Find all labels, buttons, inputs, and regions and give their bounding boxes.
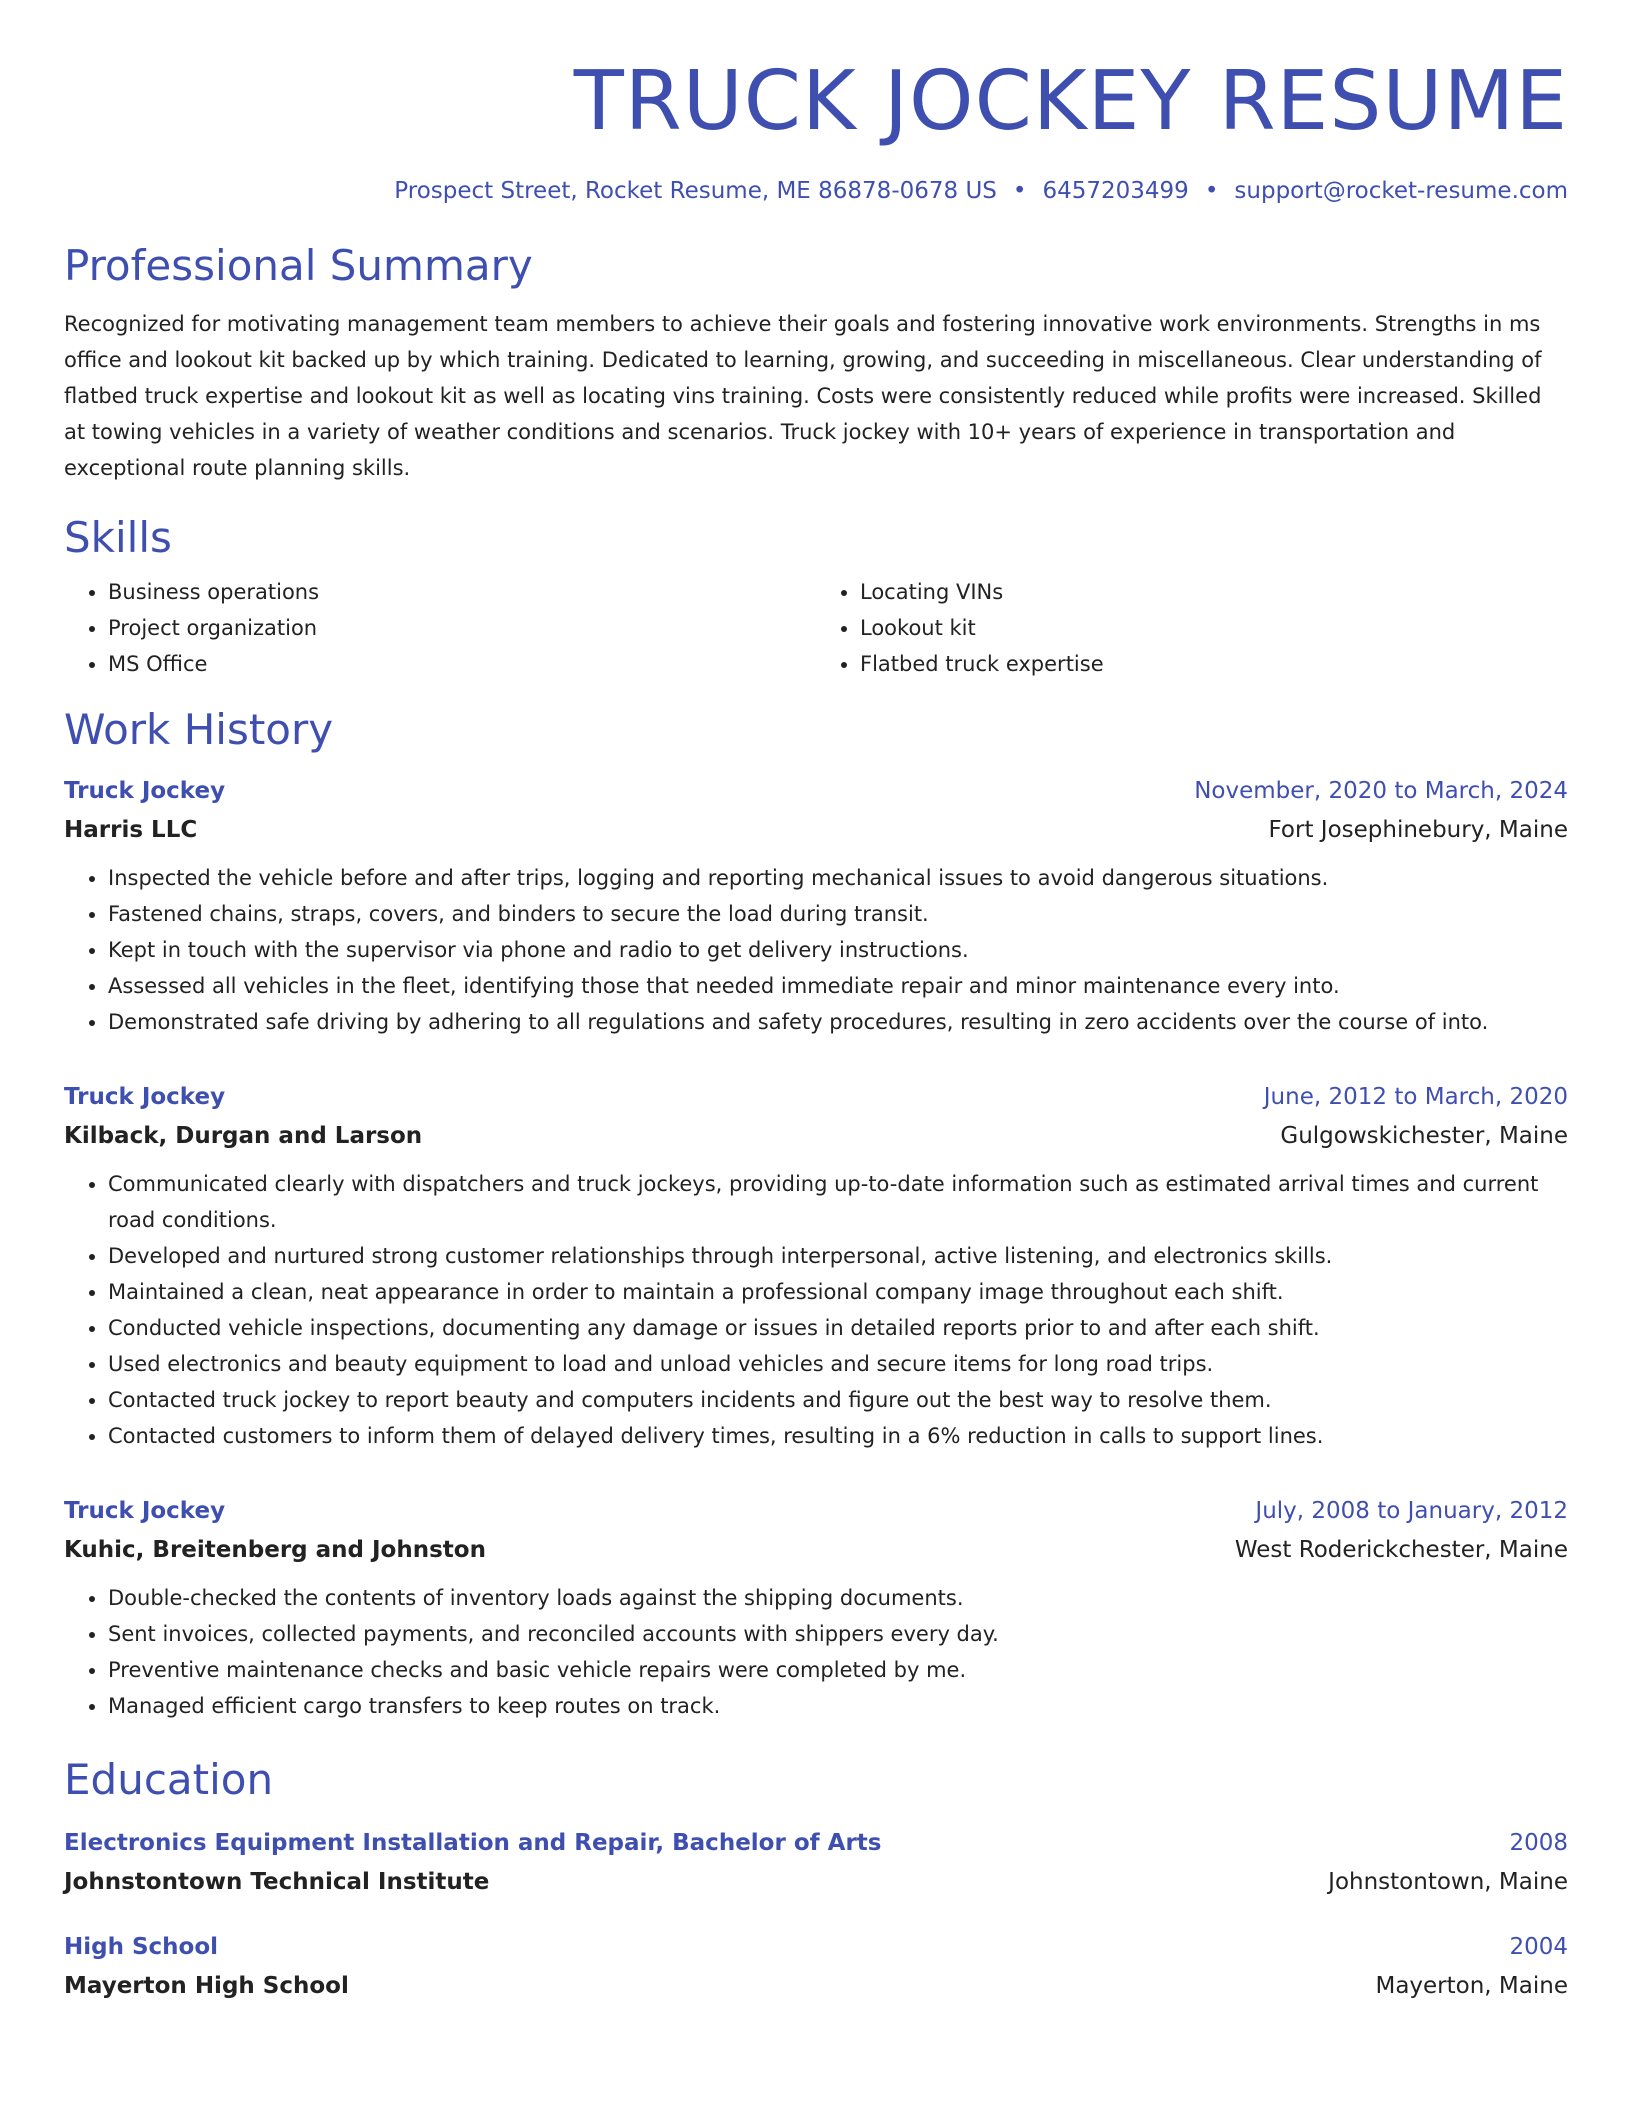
job-bullet: • Maintained a clean, neat appearance in order to maintain a professional company image throughout each shift. bbox=[108, 1274, 1568, 1310]
education-header bbox=[64, 1824, 1568, 1862]
contact-phone: 6457203499 bbox=[1042, 178, 1189, 204]
education-degree: Electronics Equipment Installation and Repair, Bachelor of Arts bbox=[64, 1830, 882, 1856]
education-school: Mayerton High School bbox=[64, 1973, 349, 1999]
skills-column-right bbox=[816, 574, 1568, 682]
education-heading: Education bbox=[64, 1755, 274, 1804]
job-dates: July, 2008 to January, 2012 bbox=[1255, 1498, 1568, 1524]
education-header bbox=[64, 1928, 1568, 1966]
job-bullet: • Preventive maintenance checks and basic vehicle repairs were completed by me. bbox=[108, 1652, 1568, 1688]
job-bullet: • Demonstrated safe driving by adhering to all regulations and safety procedures, resulting in zero accidents over the course of into. bbox=[108, 1004, 1568, 1040]
education-subheader bbox=[64, 1862, 1568, 1902]
job-bullet: • Conducted vehicle inspections, documenting any damage or issues in detailed reports prior to and after each shift. bbox=[108, 1310, 1568, 1346]
job-role: Truck Jockey bbox=[64, 778, 226, 804]
education-year: 2008 bbox=[1509, 1830, 1568, 1856]
skills-heading: Skills bbox=[64, 513, 172, 562]
contact-address: Prospect Street, Rocket Resume, ME 86878-0678 US bbox=[394, 178, 997, 204]
summary-heading: Professional Summary bbox=[64, 241, 533, 290]
job-bullets bbox=[64, 1166, 1568, 1454]
job-bullet: • Kept in touch with the supervisor via phone and radio to get delivery instructions. bbox=[108, 932, 1568, 968]
work-heading: Work History bbox=[64, 705, 334, 754]
skill-item: • Business operations bbox=[108, 574, 816, 610]
job-role: Truck Jockey bbox=[64, 1084, 226, 1110]
job-company: Harris LLC bbox=[64, 817, 198, 843]
education-school: Johnstontown Technical Institute bbox=[64, 1869, 490, 1895]
job-entry bbox=[64, 772, 1568, 1040]
job-bullet: • Developed and nurtured strong customer relationships through interpersonal, active listening, and electronics skills. bbox=[108, 1238, 1568, 1274]
job-location: Gulgowskichester, Maine bbox=[1280, 1123, 1568, 1149]
job-location: Fort Josephinebury, Maine bbox=[1268, 817, 1568, 843]
education-location: Mayerton, Maine bbox=[1375, 1973, 1568, 1999]
job-company: Kilback, Durgan and Larson bbox=[64, 1123, 423, 1149]
job-company: Kuhic, Breitenberg and Johnston bbox=[64, 1537, 486, 1563]
job-header bbox=[64, 772, 1568, 810]
job-bullet: • Contacted customers to inform them of delayed delivery times, resulting in a 6% reduction in calls to support lines. bbox=[108, 1418, 1568, 1454]
education-location: Johnstontown, Maine bbox=[1328, 1869, 1568, 1895]
job-bullet: • Assessed all vehicles in the fleet, identifying those that needed immediate repair and minor maintenance every into. bbox=[108, 968, 1568, 1004]
separator-dot: • bbox=[1012, 178, 1027, 204]
job-bullet: • Fastened chains, straps, covers, and binders to secure the load during transit. bbox=[108, 896, 1568, 932]
skill-item: • Flatbed truck expertise bbox=[860, 646, 1568, 682]
skills-list bbox=[64, 574, 1568, 682]
job-bullet: • Managed efficient cargo transfers to keep routes on track. bbox=[108, 1688, 1568, 1724]
education-year: 2004 bbox=[1509, 1934, 1568, 1960]
job-dates: June, 2012 to March, 2020 bbox=[1263, 1084, 1568, 1110]
skills-column-left bbox=[64, 574, 816, 682]
education-subheader bbox=[64, 1966, 1568, 2006]
job-header bbox=[64, 1492, 1568, 1530]
job-subheader bbox=[64, 1530, 1568, 1570]
job-entry bbox=[64, 1492, 1568, 1724]
job-bullet: • Used electronics and beauty equipment to load and unload vehicles and secure items for long road trips. bbox=[108, 1346, 1568, 1382]
job-header bbox=[64, 1078, 1568, 1116]
contact-line bbox=[64, 176, 1568, 206]
separator-dot: • bbox=[1204, 178, 1219, 204]
education-entry bbox=[64, 1824, 1568, 1902]
job-location: West Roderickchester, Maine bbox=[1234, 1537, 1568, 1563]
skill-item: • Lookout kit bbox=[860, 610, 1568, 646]
job-bullet: • Communicated clearly with dispatchers and truck jockeys, providing up-to-date information such as estimated arrival times and current road conditions. bbox=[108, 1166, 1568, 1238]
contact-email: support@rocket-resume.com bbox=[1234, 178, 1568, 204]
summary-text: Recognized for motivating management team members to achieve their goals and fostering innovative work environments. Strengths in ms office and lookout kit backed up by which training. Dedicated to learning, growing, and succeeding in miscellaneous. Clear understanding of flatbed truck expertise and lookout kit as well as locating vins training. Costs were consistently reduced while profits were increased. Skilled at towing vehicles in a variety of weather conditions and scenarios. Truck jockey with 10+ years of experience in transportation and exceptional route planning skills. bbox=[64, 312, 1542, 480]
job-subheader bbox=[64, 810, 1568, 850]
job-bullet: • Sent invoices, collected payments, and reconciled accounts with shippers every day. bbox=[108, 1616, 1568, 1652]
skill-item: • Locating VINs bbox=[860, 574, 1568, 610]
skill-item: • Project organization bbox=[108, 610, 816, 646]
job-bullet: • Double-checked the contents of inventory loads against the shipping documents. bbox=[108, 1580, 1568, 1616]
job-role: Truck Jockey bbox=[64, 1498, 226, 1524]
job-bullet: • Inspected the vehicle before and after trips, logging and reporting mechanical issues to avoid dangerous situations. bbox=[108, 860, 1568, 896]
job-subheader bbox=[64, 1116, 1568, 1156]
job-bullet: • Contacted truck jockey to report beauty and computers incidents and figure out the best way to resolve them. bbox=[108, 1382, 1568, 1418]
skill-item: • MS Office bbox=[108, 646, 816, 682]
job-bullets bbox=[64, 1580, 1568, 1724]
education-entry bbox=[64, 1928, 1568, 2006]
job-dates: November, 2020 to March, 2024 bbox=[1194, 778, 1568, 804]
education-degree: High School bbox=[64, 1934, 219, 1960]
resume-name: TRUCK JOCKEY RESUME bbox=[573, 54, 1568, 149]
job-bullets bbox=[64, 860, 1568, 1040]
job-entry bbox=[64, 1078, 1568, 1454]
